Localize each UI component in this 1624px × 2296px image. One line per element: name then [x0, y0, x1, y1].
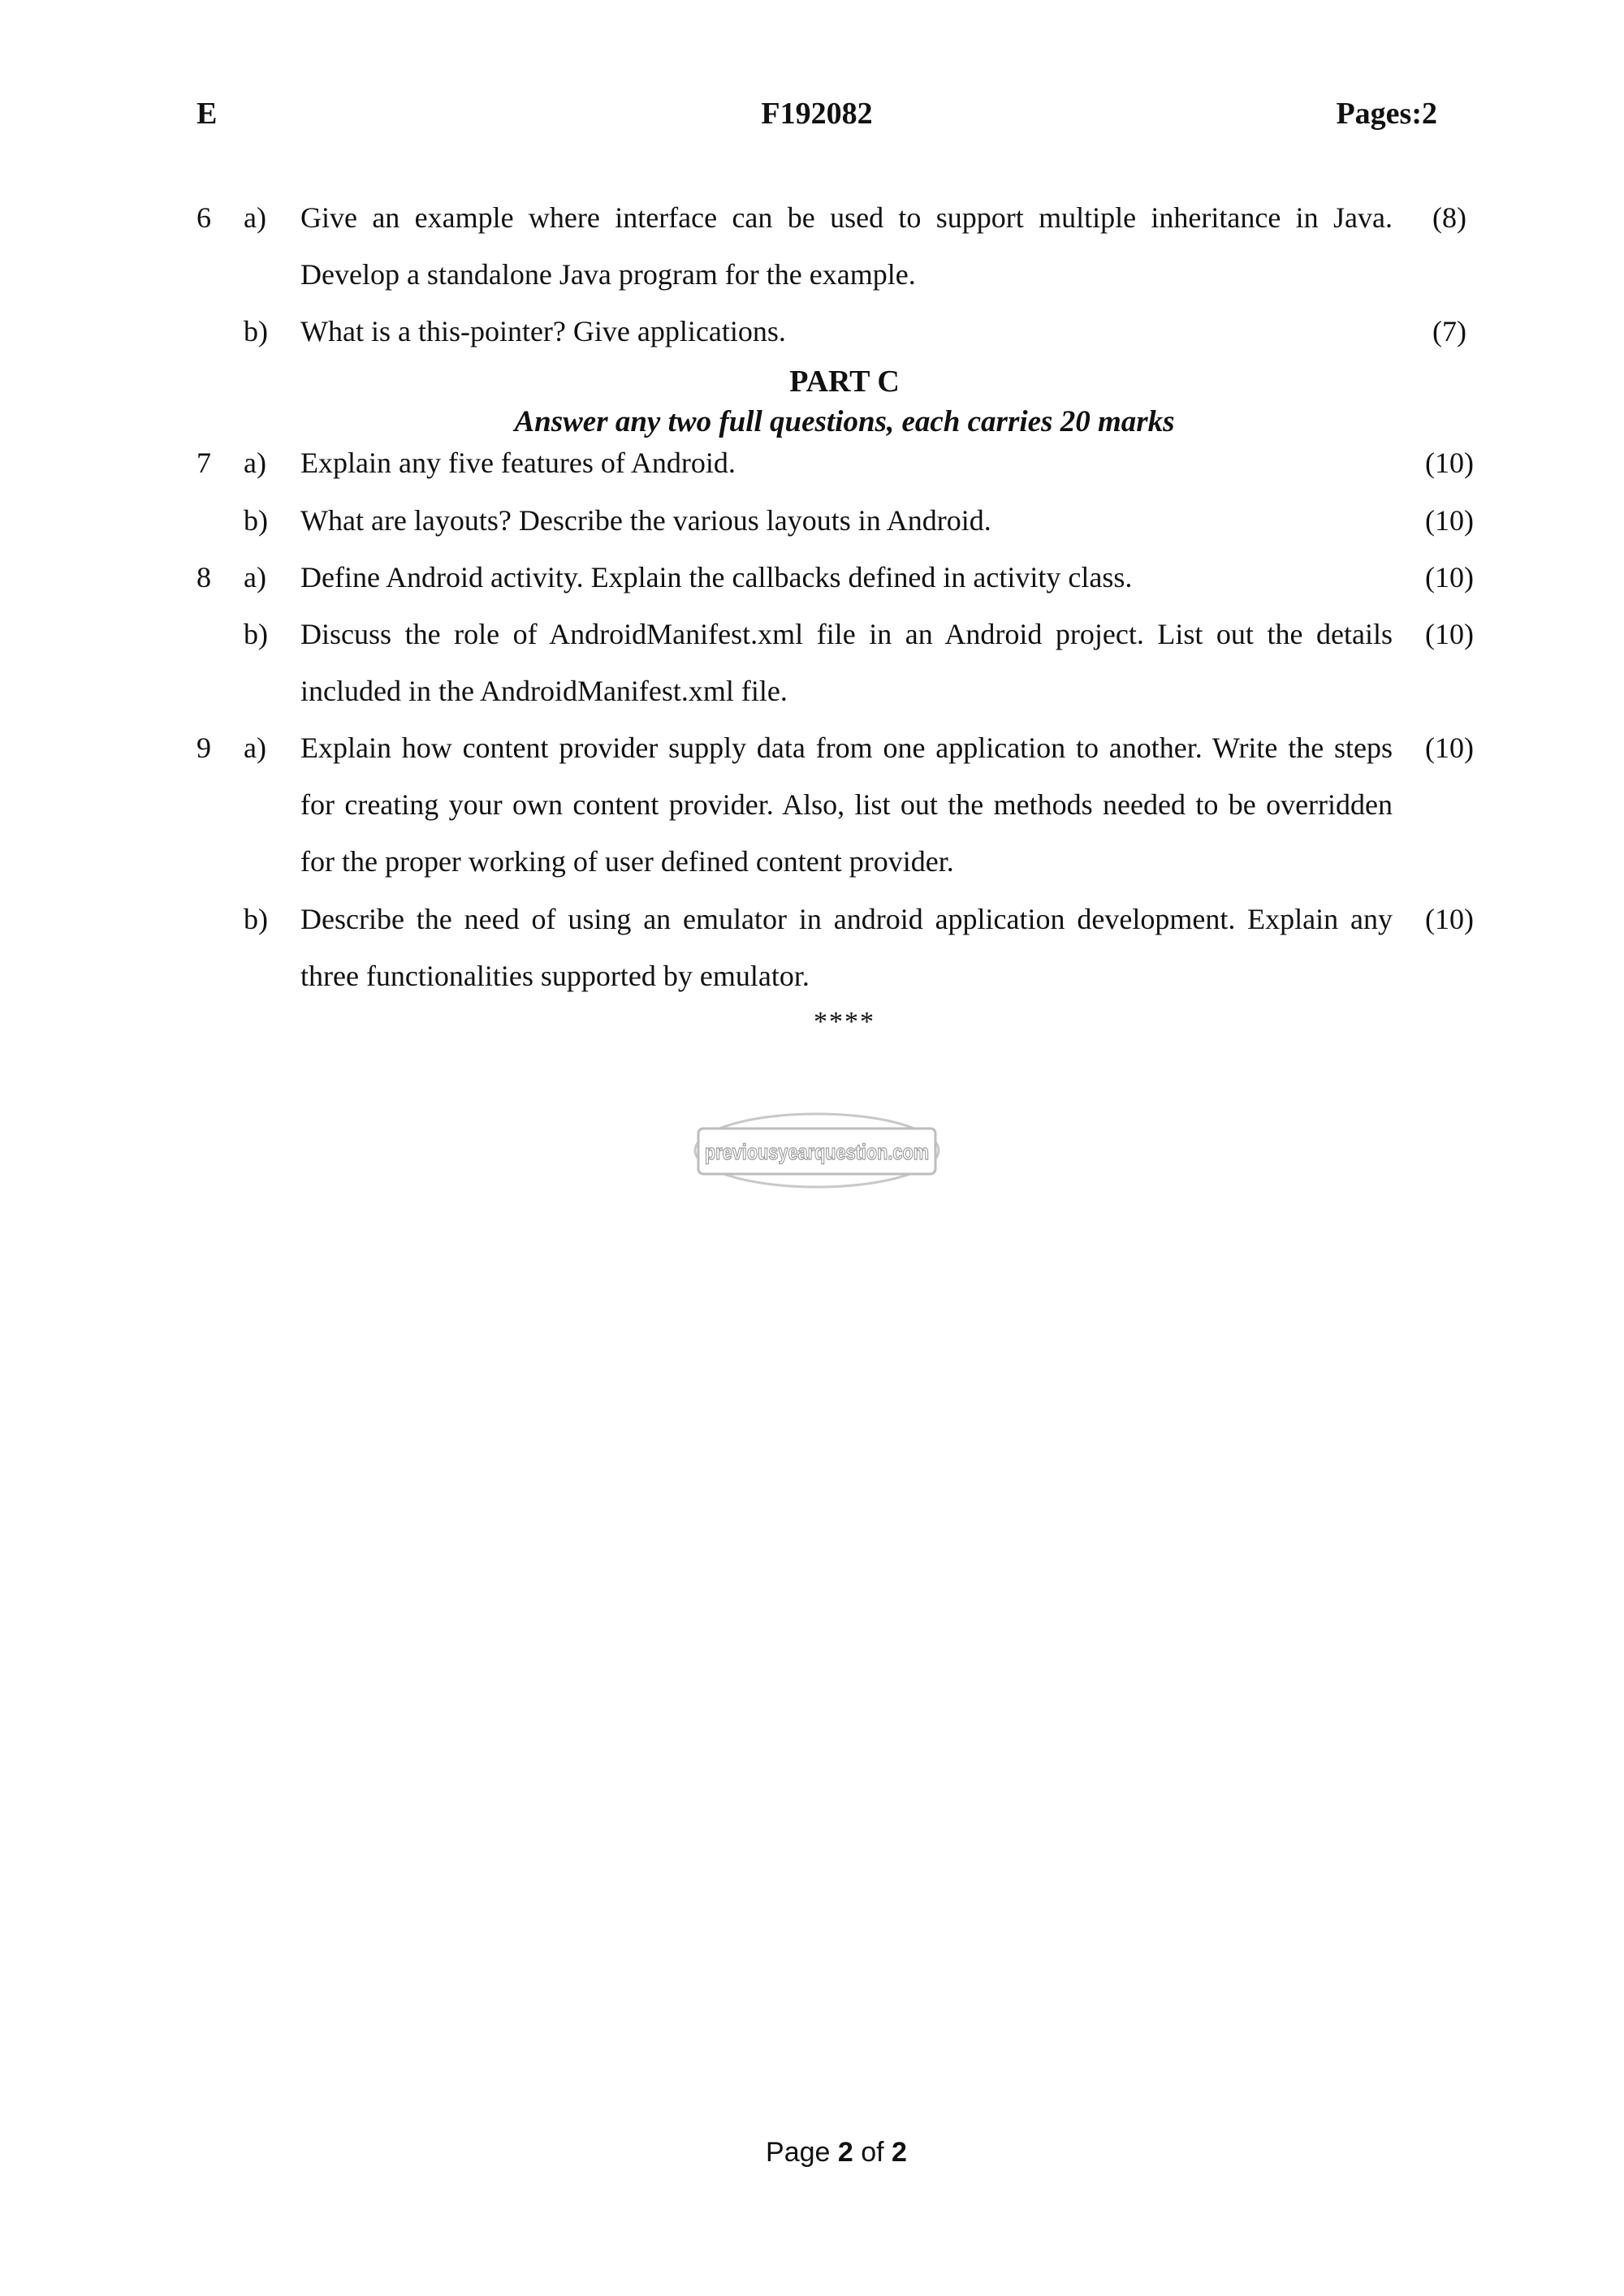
question-text: Give an example where interface can be used to support multiple inheritance in Java. Develop a standalone Java program for the example.	[300, 201, 1393, 291]
question-number: 6	[197, 201, 211, 234]
question-text: What is a this-pointer? Give applications.	[300, 315, 786, 347]
question-text: Explain how content provider supply data from one application to another. Write the steps for creating your own content provider. Also, list out the methods needed to be overridden for the proper working of user defined content provider.	[300, 732, 1393, 878]
question-marks: (7)	[1432, 315, 1466, 347]
question-marks: (10)	[1425, 618, 1474, 650]
sub-question-label: b)	[244, 315, 268, 347]
question-marks: (10)	[1425, 447, 1474, 479]
sub-question-label: a)	[244, 201, 266, 234]
footer-prefix: Page	[766, 2137, 838, 2168]
question-marks: (10)	[1425, 903, 1474, 935]
svg-text:previousyearquestion.com: previousyearquestion.com	[705, 1140, 929, 1164]
question-marks: (10)	[1425, 504, 1474, 537]
footer-current-page: 2	[837, 2137, 853, 2168]
page-count: Pages:2	[1336, 97, 1437, 131]
part-title: PART C	[789, 365, 900, 399]
question-marks: (8)	[1432, 201, 1466, 234]
question-text: What are layouts? Describe the various layouts in Android.	[300, 504, 991, 537]
sub-question-label: b)	[244, 903, 268, 935]
sub-question-label: a)	[244, 732, 266, 764]
question-text: Explain any five features of Android.	[300, 447, 736, 479]
question-marks: (10)	[1425, 561, 1474, 593]
question-marks: (10)	[1425, 732, 1474, 764]
paper-code: F192082	[761, 97, 873, 131]
question-number: 9	[197, 732, 211, 764]
question-number: 7	[197, 447, 211, 479]
question-text: Describe the need of using an emulator in android application development. Explain any three functionalities supported by emulator.	[300, 903, 1393, 992]
part-instruction: Answer any two full questions, each carries 20 marks	[514, 405, 1175, 438]
question-text: Define Android activity. Explain the callbacks defined in activity class.	[300, 561, 1133, 593]
sub-question-label: b)	[244, 618, 268, 650]
sub-question-label: a)	[244, 447, 266, 479]
set-code: E	[197, 97, 218, 131]
page-footer	[0, 2137, 1624, 2169]
end-of-paper-mark: ****	[814, 1007, 875, 1037]
footer-total-pages: 2	[892, 2137, 907, 2168]
watermark-logo	[692, 1111, 942, 1190]
question-number: 8	[197, 561, 211, 593]
page-header	[197, 96, 1437, 136]
sub-question-label: b)	[244, 504, 268, 537]
footer-middle: of	[853, 2137, 892, 2168]
sub-question-label: a)	[244, 561, 266, 593]
question-text: Discuss the role of AndroidManifest.xml file in an Android project. List out the details included in the AndroidManifest.xml file.	[300, 618, 1393, 707]
